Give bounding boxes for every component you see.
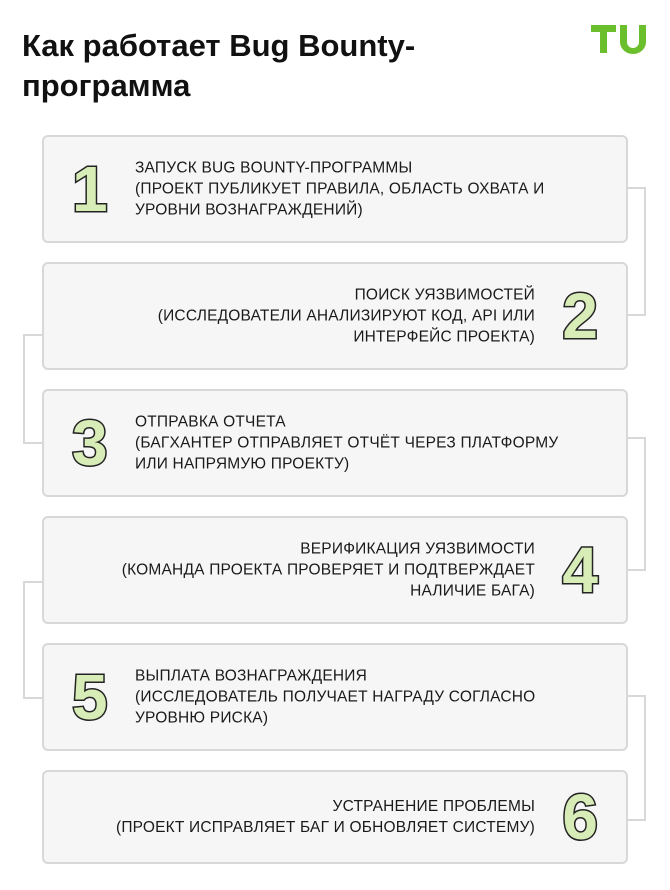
step-2-card [42, 262, 628, 370]
step-1-card [42, 135, 628, 243]
step-heading: ЗАПУСК BUG BOUNTY-ПРОГРАММЫ [135, 159, 413, 177]
step-heading: ПОИСК УЯЗВИМОСТЕЙ [354, 286, 535, 304]
step-4-card [42, 516, 628, 624]
step-number: 2 [562, 280, 598, 352]
step-6-card [42, 770, 628, 864]
step-heading: ВЕРИФИКАЦИЯ УЯЗВИМОСТИ [300, 540, 535, 558]
page-title: Как работает Bug Bounty-программа [22, 28, 416, 103]
step-detail: (ПРОЕКТ ИСПРАВЛЯЕТ БАГ И ОБНОВЛЯЕТ СИСТЕМУ) [115, 819, 535, 836]
step-number: 6 [562, 781, 598, 853]
step-heading: УСТРАНЕНИЕ ПРОБЛЕМЫ [332, 798, 535, 815]
step-number: 4 [562, 534, 598, 606]
step-number: 3 [72, 407, 108, 479]
step-detail: (КОМАНДА ПРОЕКТА ПРОВЕРЯЕТ И ПОДТВЕРЖДАЕТ НАЛИЧИЕ БАГА) [121, 561, 535, 600]
step-heading: ВЫПЛАТА ВОЗНАГРАЖДЕНИЯ [135, 667, 367, 685]
step-detail: (ИССЛЕДОВАТЕЛЬ ПОЛУЧАЕТ НАГРАДУ СОГЛАСНО УРОВНЮ РИСКА) [135, 688, 536, 727]
step-heading: ОТПРАВКА ОТЧЕТА [135, 413, 286, 431]
step-3-card [42, 389, 628, 497]
step-number: 1 [72, 153, 108, 225]
step-detail: (БАГХАНТЕР ОТПРАВЛЯЕТ ОТЧЁТ ЧЕРЕЗ ПЛАТФОРМУ ИЛИ НАПРЯМУЮ ПРОЕКТУ) [135, 434, 559, 473]
step-5-card [42, 643, 628, 751]
step-detail: (ПРОЕКТ ПУБЛИКУЕТ ПРАВИЛА, ОБЛАСТЬ ОХВАТА И УРОВНИ ВОЗНАГРАЖДЕНИЙ) [135, 180, 545, 219]
step-detail: (ИССЛЕДОВАТЕЛИ АНАЛИЗИРУЮТ КОД, API ИЛИ ИНТЕРФЕЙС ПРОЕКТА) [157, 307, 535, 346]
step-number: 5 [72, 661, 108, 733]
